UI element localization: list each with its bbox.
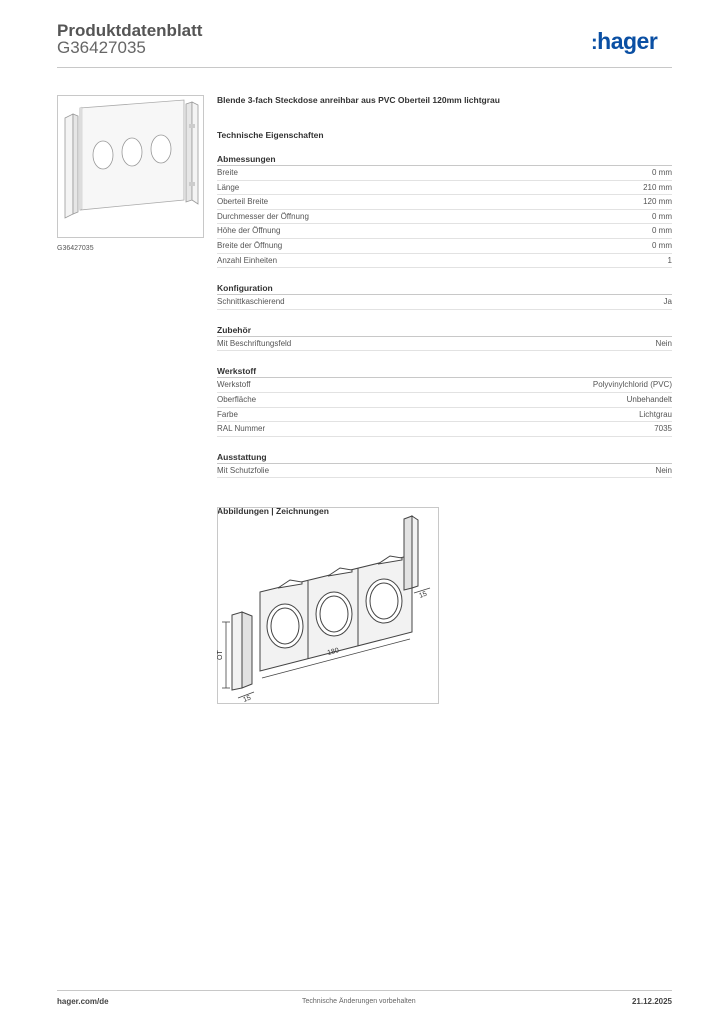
property-value: Ja xyxy=(663,297,672,307)
property-label: Höhe der Öffnung xyxy=(217,226,281,236)
section-zubeh-r xyxy=(217,324,672,352)
page-title: Produktdatenblatt xyxy=(57,21,203,40)
section-ausstattung xyxy=(217,451,672,479)
footer-divider xyxy=(57,990,672,991)
footer-note: Technische Änderungen vorbehalten xyxy=(302,998,416,1005)
section-title: Konfiguration xyxy=(217,282,672,295)
property-row xyxy=(217,408,672,423)
property-label: Anzahl Einheiten xyxy=(217,255,278,265)
technical-drawing xyxy=(217,507,439,704)
property-row xyxy=(217,181,672,196)
property-value: 7035 xyxy=(654,424,672,434)
product-details xyxy=(217,95,672,516)
property-value: 0 mm xyxy=(652,240,672,250)
property-row xyxy=(217,254,672,269)
property-row xyxy=(217,195,672,210)
property-row xyxy=(217,210,672,225)
properties-sections xyxy=(217,153,672,478)
property-value: Lichtgrau xyxy=(639,409,672,419)
technical-properties-heading: Technische Eigenschaften xyxy=(217,130,324,140)
property-row xyxy=(217,224,672,239)
section-title: Ausstattung xyxy=(217,451,672,464)
hager-logo[interactable]: :hager xyxy=(591,28,658,54)
property-value: Nein xyxy=(655,338,672,348)
property-label: Länge xyxy=(217,182,240,192)
property-value: 0 mm xyxy=(652,168,672,177)
property-value: 0 mm xyxy=(652,211,672,221)
property-row xyxy=(217,239,672,254)
property-label: Mit Beschriftungsfeld xyxy=(217,338,292,348)
property-value: 210 mm xyxy=(643,182,672,192)
thumbnail-caption: G36427035 xyxy=(57,245,94,252)
property-label: Mit Schutzfolie xyxy=(217,465,270,475)
property-row xyxy=(217,393,672,408)
drawing-label-height: OT xyxy=(217,650,224,660)
property-row xyxy=(217,295,672,310)
property-row xyxy=(217,464,672,479)
drawing-label-width: 180 xyxy=(326,647,340,657)
property-label: Durchmesser der Öffnung xyxy=(217,211,309,221)
property-label: Schnittkaschierend xyxy=(217,297,285,307)
drawing-label-end-right: 15 xyxy=(418,590,429,600)
property-value: 0 mm xyxy=(652,226,672,236)
property-label: Farbe xyxy=(217,409,238,419)
property-value: 1 xyxy=(667,255,672,265)
section-abmessungen xyxy=(217,153,672,268)
product-code: G36427035 xyxy=(57,38,146,57)
property-row xyxy=(217,337,672,352)
property-value: Polyvinylchlorid (PVC) xyxy=(592,380,672,390)
section-title: Abmessungen xyxy=(217,153,672,166)
property-label: RAL Nummer xyxy=(217,424,266,434)
header-divider xyxy=(57,67,672,68)
section-werkstoff xyxy=(217,365,672,436)
property-label: Breite xyxy=(217,168,238,177)
drawings-heading: Abbildungen | Zeichnungen xyxy=(217,506,329,517)
section-title: Zubehör xyxy=(217,324,672,337)
property-value: Unbehandelt xyxy=(626,394,672,404)
drawing-label-end-left: 15 xyxy=(242,694,253,704)
property-row xyxy=(217,378,672,393)
property-label: Oberfläche xyxy=(217,394,257,404)
section-title: Werkstoff xyxy=(217,365,672,378)
product-thumbnail xyxy=(57,95,204,238)
property-value: 120 mm xyxy=(643,197,672,207)
property-row xyxy=(217,422,672,437)
product-title: Blende 3-fach Steckdose anreihbar aus PVC Oberteil 120mm lichtgrau xyxy=(217,95,500,105)
section-konfiguration xyxy=(217,282,672,310)
footer-website-link[interactable]: hager.com/de xyxy=(57,997,109,1006)
property-value: Nein xyxy=(655,465,672,475)
footer-date: 21.12.2025 xyxy=(631,997,672,1006)
property-label: Breite der Öffnung xyxy=(217,240,283,250)
property-label: Werkstoff xyxy=(217,380,251,390)
property-label: Oberteil Breite xyxy=(217,197,269,207)
property-row xyxy=(217,166,672,181)
